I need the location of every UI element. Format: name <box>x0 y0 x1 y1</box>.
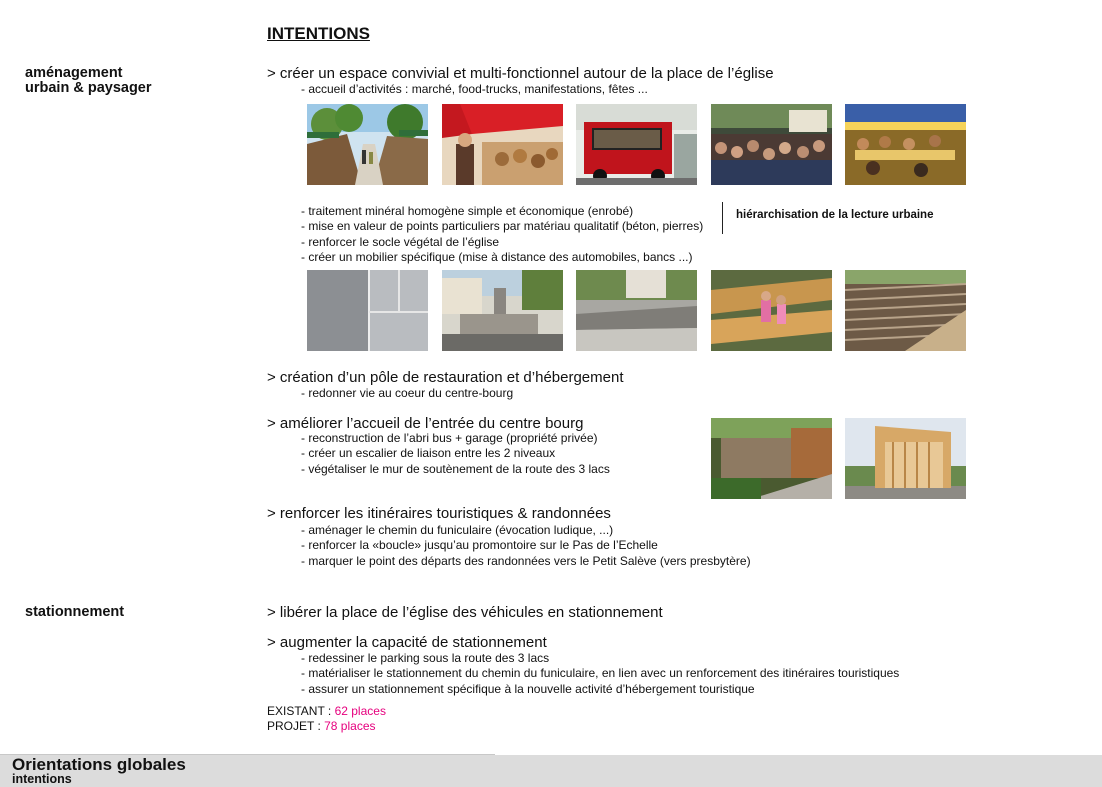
photo-market-street <box>307 104 428 185</box>
list-item: - végétaliser le mur de soutènement de la route des 3 lacs <box>301 461 610 476</box>
list-accueil <box>301 431 610 477</box>
list-item: - matérialiser le stationnement du chemin du funiculaire, en lien avec un renforcement des itinéraires touristiques <box>301 666 900 681</box>
photo-fountain <box>442 270 563 351</box>
list-item: - créer un escalier de liaison entre les 2 niveaux <box>301 446 556 461</box>
photo-evening-dinner <box>845 104 966 185</box>
aside-divider <box>722 202 723 234</box>
list-item: - renforcer le socle végétal de l’église <box>301 234 500 249</box>
photo-green-wall <box>711 418 832 499</box>
list-item: - marquer le point des départs des randonnées vers le Petit Salève (vers presbytère) <box>301 553 751 568</box>
list-item: - redessiner le parking sous la route des 3 lacs <box>301 651 550 665</box>
list-mineral <box>301 204 703 266</box>
heading-accueil: > améliorer l’accueil de l’entrée du centre bourg <box>267 415 584 432</box>
count-existant <box>267 704 386 719</box>
section-amenagement <box>25 66 152 96</box>
list-item: - renforcer la «boucle» jusqu’au promontoire sur le Pas de l’Echelle <box>301 538 658 553</box>
heading-capacite: > augmenter la capacité de stationnement <box>267 634 547 651</box>
photo-wooden-benches <box>711 270 832 351</box>
count-existant-label: EXISTANT : <box>267 704 335 718</box>
section-amenagement-line2: urbain & paysager <box>25 80 152 96</box>
heading-itineraires: > renforcer les itinéraires touristiques & randonnées <box>267 505 611 522</box>
photo-market-stall <box>442 104 563 185</box>
list-itineraires <box>301 523 751 569</box>
list-convivial <box>301 82 648 97</box>
footer-title: Orientations globales <box>12 755 186 774</box>
list-item: - créer un mobilier spécifique (mise à distance des automobiles, bancs ...) <box>301 250 693 265</box>
parking-counts <box>267 704 386 735</box>
list-item: - reconstruction de l’abri bus + garage (propriété privée) <box>301 431 598 445</box>
list-item: - assurer un stationnement spécifique à la nouvelle activité d’hébergement touristique <box>301 681 755 696</box>
list-item: - redonner vie au coeur du centre-bourg <box>301 386 514 400</box>
photo-food-truck <box>576 104 697 185</box>
section-amenagement-line1: aménagement <box>25 65 123 81</box>
photo-wooden-deck <box>845 270 966 351</box>
list-item: - accueil d’activités : marché, food-trucks, manifestations, fêtes ... <box>301 82 648 96</box>
section-stationnement: stationnement <box>25 604 125 620</box>
heading-restauration: > création d’un pôle de restauration et d’hébergement <box>267 369 624 386</box>
count-projet <box>267 719 386 734</box>
count-projet-label: PROJET : <box>267 719 325 734</box>
list-item: - mise en valeur de points particuliers par matériau qualitatif (béton, pierres) <box>301 219 704 234</box>
heading-liberer: > libérer la place de l’église des véhicules en stationnement <box>267 604 663 621</box>
count-projet-value: 78 places <box>324 719 376 734</box>
list-item: - traitement minéral homogène simple et économique (enrobé) <box>301 204 634 218</box>
footer-subtitle: intentions <box>12 772 72 786</box>
photo-crowd-event <box>711 104 832 185</box>
photo-concrete-wall <box>576 270 697 351</box>
page-title: INTENTIONS <box>267 24 370 43</box>
photo-bus-shelter <box>845 418 966 499</box>
aside-note: hiérarchisation de la lecture urbaine <box>736 209 934 221</box>
list-restauration <box>301 386 513 401</box>
photo-stone-texture <box>307 270 428 351</box>
heading-convivial: > créer un espace convivial et multi-fonctionnel autour de la place de l’église <box>267 65 774 82</box>
count-existant-value: 62 places <box>334 704 386 718</box>
list-item: - aménager le chemin du funiculaire (évocation ludique, ...) <box>301 523 614 537</box>
list-capacite <box>301 651 899 697</box>
